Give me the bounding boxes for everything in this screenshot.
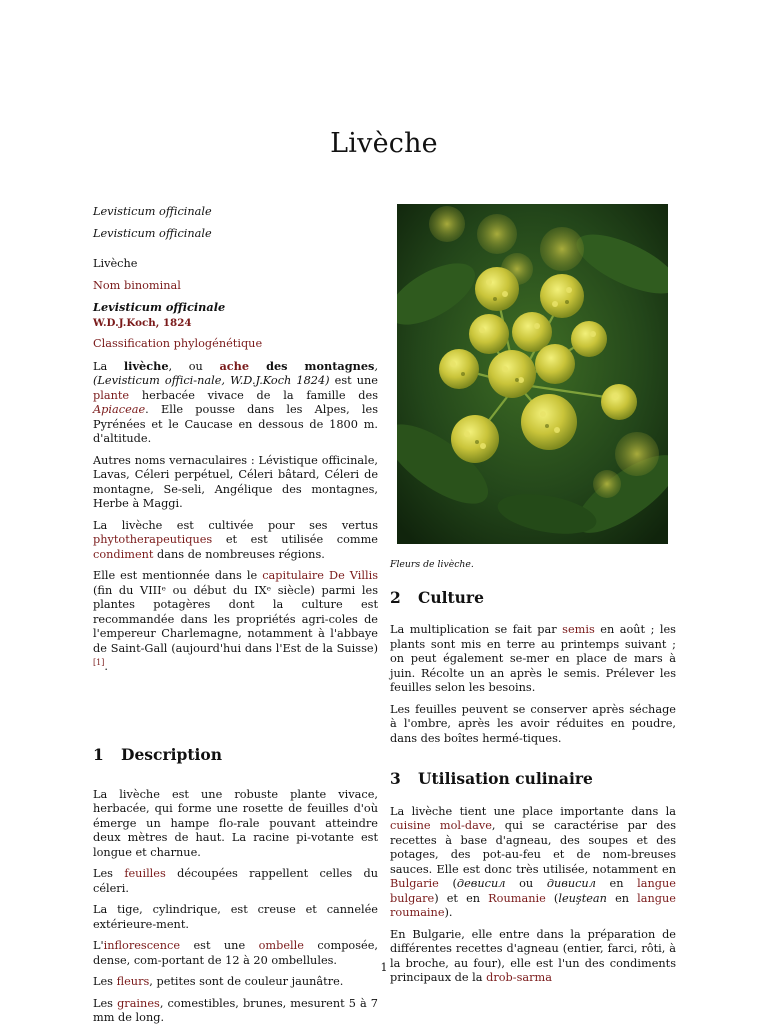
cuisine-moldave-link[interactable]: cuisine mol-dave: [390, 819, 492, 832]
condiment-link[interactable]: condiment: [93, 547, 154, 561]
phylo-classification-link[interactable]: Classification phylogénétique: [93, 337, 263, 350]
roumanie-link[interactable]: Roumanie: [488, 891, 546, 905]
langue-roumaine-link[interactable]: langue roumaine: [390, 891, 676, 919]
culinaire-paragraph-2: En Bulgarie, elle entre dans la préparation de différentes recettes d'agneau (entier, farci, rôti, à la broche, au four), elle est l'un des condiments principaux de la drob-sarma: [390, 927, 676, 984]
bulgarie-link[interactable]: Bulgarie: [390, 877, 439, 890]
description-paragraph-3: La tige, cylindrique, est creuse et cannelée extérieure-ment.: [93, 903, 378, 931]
phytotherapeutiques-link[interactable]: phytotherapeutiques: [93, 533, 213, 546]
culinaire-paragraph-1: La livèche tient une place importante dans la cuisine mol-dave, qui se caractérise par des recettes à base d'agneau, des soupes et des potages, des pot-au-feu et de nom-breuses sauces. Elle est donc très utilisée, notamment en Bulgarie (девисил ou дивисил en langue bulgare) et en Roumanie (leuştean en langue roumaine).: [390, 804, 676, 919]
intro-paragraph-3: La livèche est cultivée pour ses vertus phytotherapeutiques et est utilisée comme condiment dans de nombreuses régions.: [93, 518, 378, 561]
plante-link[interactable]: plante: [93, 388, 130, 402]
page-title: Livèche: [330, 128, 438, 160]
graines-link[interactable]: graines: [117, 996, 160, 1010]
intro-paragraph-4: Elle est mentionnée dans le capitulaire De Villis (fin du VIIIᵉ ou début du IXᵉ siècle) parmi les plantes potagères dont la culture est recommandée dans les propriétés agri-coles de l'empereur Charlemagne, notamment à l'abbaye de Saint-Gall (aujourd'hui dans l'Est de la Suisse)[1].: [93, 569, 378, 673]
fleurs-link[interactable]: fleurs: [116, 975, 150, 989]
intro-paragraph-2: Autres noms vernaculaires : Lévistique officinale, Lavas, Céleri perpétuel, Céleri bâtard, Céleri de montagne, Se-seli, Angélique des montagnes, Herbe à Maggi.: [93, 453, 378, 510]
figure-caption: Fleurs de livèche.: [390, 559, 474, 570]
feuilles-link[interactable]: feuilles: [124, 867, 166, 881]
right-column: [390, 204, 676, 993]
binomial-label-link[interactable]: Nom binominal: [93, 278, 181, 292]
description-heading: 1 Description: [93, 745, 223, 765]
inflorescence-link[interactable]: inflorescence: [103, 939, 181, 953]
drob-sarma-link[interactable]: drob-sarma: [486, 971, 552, 984]
left-column: [93, 205, 378, 1033]
binomial-name: Levisticum officinale: [93, 300, 226, 314]
description-paragraph-5: Les fleurs, petites sont de couleur jaunâtre.: [93, 975, 344, 989]
description-paragraph-1: La livèche est une robuste plante vivace, herbacée, qui forme une rosette de feuilles d'où émerge un hampe flo-rale pouvant atteindre deux mètres de haut. La racine pi-votante est longue et charnue.: [93, 787, 378, 859]
infobox-title-1: Levisticum officinale: [93, 205, 212, 218]
intro-paragraph-1: La livèche, ou ache des montagnes, (Levisticum offici-nale, W.D.J.Koch 1824) est une plante herbacée vivace de la famille des Apiaceae. Elle pousse dans les Alpes, les Pyrénées et le Caucase en dessous de 1800 m. d'altitude.: [93, 358, 379, 445]
culture-heading: 2 Culture: [390, 587, 484, 607]
reference-1-link[interactable]: [1]: [93, 658, 105, 667]
capitulaire-link[interactable]: capitulaire De Villis: [262, 569, 378, 582]
semis-link[interactable]: semis: [562, 623, 595, 636]
infobox-common-name: Livèche: [93, 257, 138, 270]
flower-umbel-image: [397, 204, 668, 544]
apiaceae-link[interactable]: Apiaceae: [93, 403, 146, 416]
ache-link[interactable]: ache: [219, 358, 250, 373]
culture-paragraph-2: Les feuilles peuvent se conserver après séchage à l'ombre, après les avoir réduites en poudre, dans des boîtes hermé-tiques.: [390, 702, 676, 745]
binomial-author-link[interactable]: W.D.J.Koch, 1824: [93, 316, 192, 329]
infobox-title-2: Levisticum officinale: [93, 226, 212, 240]
description-paragraph-6: Les graines, comestibles, brunes, mesurent 5 à 7 mm de long.: [93, 996, 378, 1025]
liveche-flowers-photo[interactable]: [397, 204, 668, 544]
culture-paragraph-1: La multiplication se fait par semis en août ; les plants sont mis en terre au printemps suivant ; on peut également se-mer en place de mars à juin. Récolte un an après le semis. Prélever les feuilles selon les besoins.: [390, 623, 676, 694]
description-paragraph-2: Les feuilles découpées rappellent celles du céleri.: [93, 867, 379, 895]
langue-bulgare-link[interactable]: langue bulgare: [390, 877, 676, 905]
description-paragraph-4: L'inflorescence est une ombelle composée, dense, com-portant de 12 à 20 ombellules.: [93, 939, 378, 967]
culinaire-heading: 3 Utilisation culinaire: [390, 769, 593, 788]
page-number: 1: [380, 961, 388, 974]
ombelle-link[interactable]: ombelle: [258, 939, 304, 953]
